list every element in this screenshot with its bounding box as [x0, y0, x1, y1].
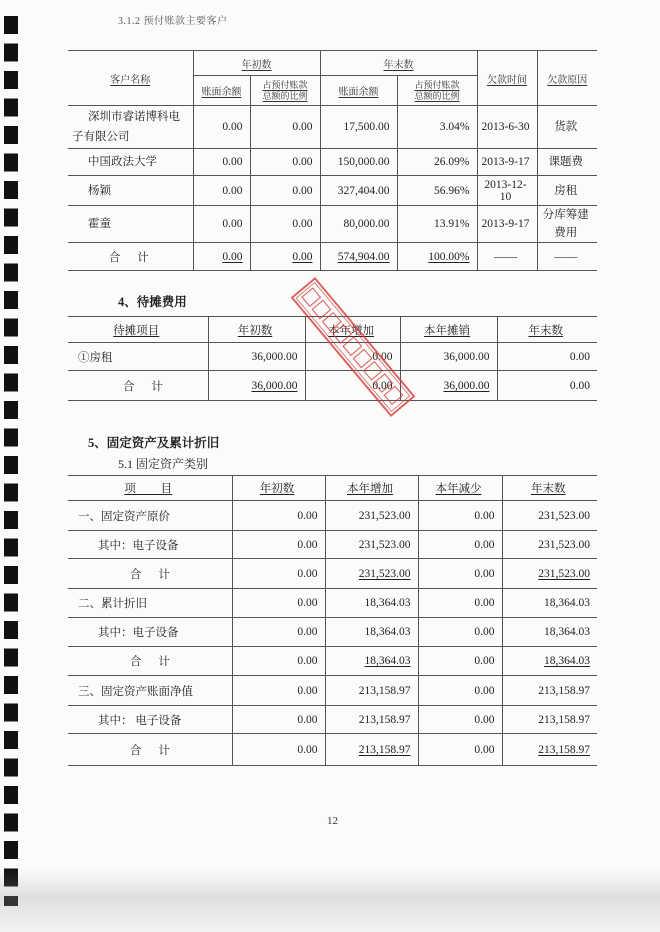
- decrease-cell: 0.00: [418, 618, 502, 647]
- seal-border: [292, 278, 414, 415]
- header-decrease: 本年减少: [418, 476, 502, 501]
- decrease-total-cell: 0.00: [418, 559, 502, 589]
- increase-total-cell: 18,364.03: [325, 647, 418, 676]
- red-seal: [288, 276, 418, 418]
- closing-cell: 18,364.03: [502, 618, 597, 647]
- seal-glyph: [374, 374, 392, 392]
- table-row: [68, 589, 597, 618]
- opening-book-balance-cell: 0.00: [193, 149, 250, 176]
- amortization-cell: 36,000.00: [400, 343, 497, 371]
- closing-ratio-cell: 13.91%: [397, 206, 477, 243]
- header-row: [68, 51, 597, 76]
- table-row: [68, 106, 597, 149]
- table-row: [68, 501, 597, 531]
- closing-total-cell: 231,523.00: [502, 559, 597, 589]
- item-cell: ①房租: [68, 343, 208, 371]
- opening-ratio-cell: 0.00: [250, 206, 320, 243]
- opening-cell: 0.00: [232, 589, 325, 618]
- header-customer-name: 客户名称: [68, 51, 193, 106]
- item-cell: 一、固定资产原价: [68, 501, 232, 531]
- header-increase: 本年增加: [305, 317, 400, 343]
- increase-total-cell: 231,523.00: [325, 559, 418, 589]
- header-closing-ratio: 占预付账款总额的比例: [397, 76, 477, 106]
- header-arrears-reason: 欠款原因: [537, 51, 597, 106]
- arrears-reason-cell: 房租: [537, 176, 597, 206]
- customer-name-cell: 中国政法大学: [68, 149, 193, 176]
- opening-book-balance-total-cell: 0.00: [193, 243, 250, 271]
- closing-book-balance-cell: 327,404.00: [320, 176, 397, 206]
- closing-book-balance-cell: 17,500.00: [320, 106, 397, 149]
- item-cell: 三、固定资产账面净值: [68, 676, 232, 706]
- opening-cell: 0.00: [232, 531, 325, 559]
- opening-ratio-cell: 0.00: [250, 176, 320, 206]
- decrease-cell: 0.00: [418, 706, 502, 734]
- opening-cell: 0.00: [232, 501, 325, 531]
- table-row: [68, 206, 597, 243]
- opening-book-balance-cell: 0.00: [193, 176, 250, 206]
- closing-book-balance-cell: 150,000.00: [320, 149, 397, 176]
- seal-glyph: [353, 349, 371, 367]
- increase-cell: 0.00: [305, 343, 400, 371]
- header-amortization: 本年摊销: [400, 317, 497, 343]
- customer-name-cell: 霍童: [68, 206, 193, 243]
- increase-cell: 18,364.03: [325, 589, 418, 618]
- opening-ratio-total-cell: 0.00: [250, 243, 320, 271]
- opening-ratio-cell: 0.00: [250, 106, 320, 149]
- decrease-cell: 0.00: [418, 589, 502, 618]
- customer-name-cell: 杨颖: [68, 176, 193, 206]
- closing-ratio-cell: 3.04%: [397, 106, 477, 149]
- increase-cell: 231,523.00: [325, 531, 418, 559]
- fixed-assets-heading: 5、固定资产及累计折旧: [88, 436, 220, 450]
- item-cell: 其中：电子设备: [68, 618, 232, 647]
- opening-book-balance-cell: 0.00: [193, 206, 250, 243]
- opening-total-cell: 0.00: [232, 734, 325, 766]
- closing-total-cell: 18,364.03: [502, 647, 597, 676]
- total-row: [68, 647, 597, 676]
- opening-cell: 36,000.00: [208, 343, 305, 371]
- closing-book-balance-total-cell: 574,904.00: [320, 243, 397, 271]
- header-item: 项 目: [68, 476, 232, 501]
- opening-cell: 0.00: [232, 706, 325, 734]
- header-row: [68, 476, 597, 501]
- header-opening: 年初数: [208, 317, 305, 343]
- header-closing: 年末数: [320, 51, 477, 76]
- decrease-cell: 0.00: [418, 501, 502, 531]
- arrears-time-cell: 2013-12-10: [477, 176, 537, 206]
- section-label: 3.1.2 预付账款主要客户: [118, 16, 228, 27]
- scan-shadow: [0, 868, 660, 932]
- table-row: [68, 149, 597, 176]
- deferred-expenses-heading: 4、待摊费用: [118, 295, 187, 309]
- arrears-reason-total-cell: ——: [537, 243, 597, 271]
- binding-holes: [4, 16, 18, 906]
- decrease-total-cell: 0.00: [418, 734, 502, 766]
- seal-glyph: [364, 362, 382, 380]
- table-row: [68, 706, 597, 734]
- header-opening: 年初数: [193, 51, 320, 76]
- seal-glyph: [323, 313, 341, 331]
- table-row: [68, 676, 597, 706]
- increase-total-cell: 0.00: [305, 371, 400, 401]
- closing-ratio-total-cell: 100.00%: [397, 243, 477, 271]
- total-row: [68, 243, 597, 271]
- decrease-total-cell: 0.00: [418, 647, 502, 676]
- prepaid-customers-table: [68, 50, 597, 271]
- increase-total-cell: 213,158.97: [325, 734, 418, 766]
- arrears-time-cell: 2013-6-30: [477, 106, 537, 149]
- seal-glyph: [312, 300, 330, 318]
- fixed-assets-table: [68, 475, 597, 766]
- table-row: [68, 618, 597, 647]
- total-row: [68, 734, 597, 766]
- decrease-cell: 0.00: [418, 531, 502, 559]
- opening-book-balance-cell: 0.00: [193, 106, 250, 149]
- closing-ratio-cell: 56.96%: [397, 176, 477, 206]
- closing-total-cell: 213,158.97: [502, 734, 597, 766]
- closing-cell: 0.00: [497, 343, 597, 371]
- arrears-time-cell: 2013-9-17: [477, 206, 537, 243]
- header-item: 待摊项目: [68, 317, 208, 343]
- increase-cell: 231,523.00: [325, 501, 418, 531]
- item-cell: 其中：电子设备: [68, 531, 232, 559]
- closing-cell: 213,158.97: [502, 706, 597, 734]
- customer-name-total-cell: 合 计: [68, 243, 193, 271]
- closing-cell: 231,523.00: [502, 501, 597, 531]
- customer-name-cell: 深圳市睿诺博科电子有限公司: [68, 106, 193, 149]
- seal-glyph: [343, 337, 361, 355]
- total-row: [68, 559, 597, 589]
- closing-cell: 213,158.97: [502, 676, 597, 706]
- page-number: 12: [327, 815, 338, 827]
- header-opening-ratio: 占预付账款总额的比例: [250, 76, 320, 106]
- closing-cell: 18,364.03: [502, 589, 597, 618]
- arrears-reason-cell: 货款: [537, 106, 597, 149]
- closing-total-cell: 0.00: [497, 371, 597, 401]
- arrears-time-cell: 2013-9-17: [477, 149, 537, 176]
- item-total-cell: 合 计: [68, 647, 232, 676]
- item-cell: 其中： 电子设备: [68, 706, 232, 734]
- closing-book-balance-cell: 80,000.00: [320, 206, 397, 243]
- opening-total-cell: 0.00: [232, 647, 325, 676]
- opening-cell: 0.00: [232, 676, 325, 706]
- item-cell: 二、累计折旧: [68, 589, 232, 618]
- closing-ratio-cell: 26.09%: [397, 149, 477, 176]
- header-closing: 年末数: [502, 476, 597, 501]
- seal-glyph: [333, 325, 351, 343]
- opening-ratio-cell: 0.00: [250, 149, 320, 176]
- opening-cell: 0.00: [232, 618, 325, 647]
- arrears-time-total-cell: ——: [477, 243, 537, 271]
- seal-inner-border: [296, 283, 410, 412]
- decrease-cell: 0.00: [418, 676, 502, 706]
- arrears-reason-cell: 课题费: [537, 149, 597, 176]
- increase-cell: 213,158.97: [325, 676, 418, 706]
- table-row: [68, 531, 597, 559]
- seal-glyph: [384, 386, 402, 404]
- header-closing: 年末数: [497, 317, 597, 343]
- header-opening-book-balance: 账面余额: [193, 76, 250, 106]
- opening-total-cell: 0.00: [232, 559, 325, 589]
- opening-total-cell: 36,000.00: [208, 371, 305, 401]
- fixed-assets-subheading: 5.1 固定资产类别: [118, 457, 209, 471]
- table-row: [68, 176, 597, 206]
- header-opening: 年初数: [232, 476, 325, 501]
- closing-cell: 231,523.00: [502, 531, 597, 559]
- header-arrears-time: 欠款时间: [477, 51, 537, 106]
- header-closing-book-balance: 账面余额: [320, 76, 397, 106]
- increase-cell: 18,364.03: [325, 618, 418, 647]
- item-total-cell: 合 计: [68, 734, 232, 766]
- arrears-reason-cell: 分库筹建费用: [537, 206, 597, 243]
- increase-cell: 213,158.97: [325, 706, 418, 734]
- item-total-cell: 合 计: [68, 559, 232, 589]
- item-total-cell: 合 计: [68, 371, 208, 401]
- amortization-total-cell: 36,000.00: [400, 371, 497, 401]
- header-increase: 本年增加: [325, 476, 418, 501]
